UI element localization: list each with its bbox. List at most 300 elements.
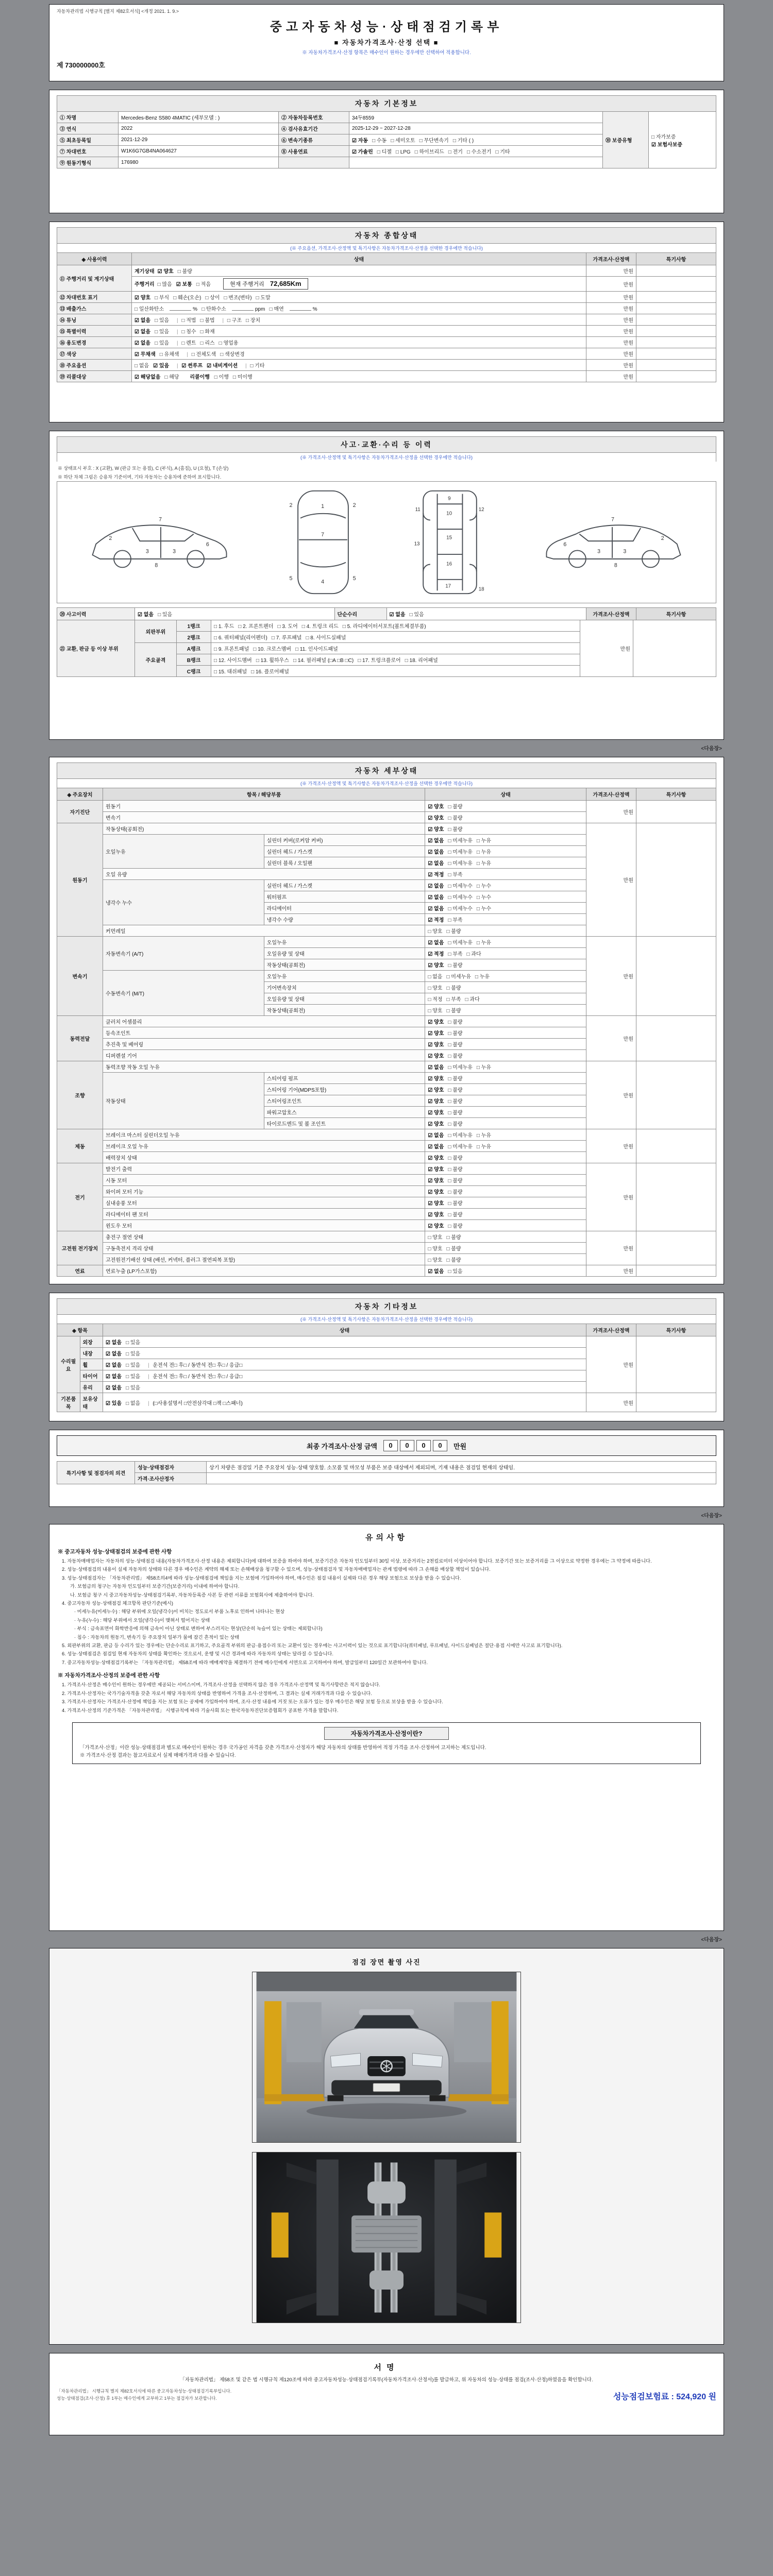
checked-box: ☑ 양호 bbox=[428, 816, 444, 821]
part-name: 오일누유 bbox=[264, 937, 425, 948]
unchecked-box: □ 불량 bbox=[448, 816, 463, 821]
device-label: 연료 bbox=[57, 1265, 103, 1277]
checked-box: ☑ 없음 bbox=[135, 329, 151, 335]
unchecked-box: □ 14. 필러패널 (□A □B □C) bbox=[293, 658, 354, 664]
part-state bbox=[425, 835, 586, 846]
unchecked-box: □ 불량 bbox=[448, 804, 463, 810]
unchecked-box: □ 있음 bbox=[126, 1374, 141, 1380]
svg-text:5: 5 bbox=[352, 575, 356, 582]
rank-label: 1랭크 bbox=[177, 620, 211, 632]
part-name: 변속기 bbox=[103, 812, 425, 823]
checked-box: ☑ 없음 bbox=[106, 1351, 122, 1357]
item-state bbox=[132, 292, 586, 303]
opinion-title: 특기사항 및 점검자의 의견 bbox=[57, 1462, 135, 1484]
unchecked-box: □ 불량 bbox=[448, 963, 463, 969]
panel-parts bbox=[211, 632, 580, 643]
unchecked-box: □ 전기 bbox=[448, 149, 463, 155]
part-state bbox=[425, 1175, 586, 1186]
checked-box: ☑ 없음 bbox=[106, 1363, 122, 1368]
checked-box: ☑ 양호 bbox=[428, 1190, 444, 1195]
unchecked-box: □ 부식 bbox=[155, 295, 170, 301]
unchecked-box: □ 누유 bbox=[476, 1133, 491, 1139]
item-state: ☑ 해당없음 □ 해당 리콜이행 □ 이행 □ 미이행 bbox=[132, 371, 586, 382]
part-name: 오일누유 bbox=[264, 971, 425, 982]
unchecked-box: □ LPG bbox=[395, 149, 411, 155]
part-state bbox=[425, 971, 586, 982]
section-signature bbox=[49, 2353, 724, 2435]
unchecked-box: □ 불량 bbox=[448, 1076, 463, 1082]
unchecked-box: □ 자가보증 bbox=[651, 134, 676, 140]
signature-statement: 「자동차관리법」 제58조 및 같은 법 시행규칙 제120조에 따라 중고자동차성능·상태점검기록부(자동차가격조사·산정서)를 발급하고, 위 자동차의 성능·상태를 점검(조사·산정)하였음을 확인합니다. bbox=[180, 2377, 593, 2383]
field-label: ⑨ 원동기형식 bbox=[57, 157, 119, 168]
price-cell: 만원 bbox=[580, 620, 633, 677]
price-survey-info-title: 자동차가격조사·산정이란? bbox=[324, 1727, 449, 1740]
svg-text:6: 6 bbox=[563, 541, 567, 548]
part-name: 스티어링 펌프 bbox=[264, 1073, 425, 1084]
price-survey-info-line: 「가격조사·산정」이란 성능·상태점검과 별도로 매수인이 원하는 경우 국가공인 자격을 갖춘 가격조사·산정자가 해당 자동차의 상태를 반영하여 적정 가격을 조사·산정하여 고지하는 제도입니다. bbox=[80, 1744, 486, 1751]
unchecked-box: □ 불법 bbox=[200, 318, 215, 324]
amount-digit: 0 bbox=[433, 1440, 447, 1451]
notice-item: · 미세누유(미세누수) : 해당 부위에 오일(냉각수)이 비치는 정도로서 부품 노후로 인하여 나타나는 현상 bbox=[74, 1609, 285, 1615]
unchecked-box: □ 많음 bbox=[157, 282, 172, 287]
next-page-marker: <다음장> bbox=[701, 1937, 722, 1943]
unchecked-box: □ 18. 리어패널 bbox=[405, 658, 438, 664]
section-basic-info bbox=[49, 90, 724, 213]
part-name: 작동상태(공회전) bbox=[103, 823, 425, 835]
part-state bbox=[425, 982, 586, 993]
checked-box: ☑ 양호 bbox=[428, 1110, 444, 1116]
svg-text:9: 9 bbox=[448, 496, 451, 502]
unchecked-box: □ 적음 bbox=[196, 282, 211, 287]
state-symbol-legend: ※ 상태표시 부호 : X (교환), W (판금 또는 용접), C (부식), A (흠집), U (요철), T (손상) bbox=[58, 466, 229, 471]
svg-text:17: 17 bbox=[445, 583, 451, 589]
unchecked-box: □ 훼손(오손) bbox=[173, 295, 201, 301]
final-price-bar bbox=[57, 1435, 716, 1456]
unchecked-box: □ 13. 휠하우스 bbox=[256, 658, 289, 664]
part-name: 추진축 및 베어링 bbox=[103, 1039, 425, 1050]
part-state bbox=[425, 1152, 586, 1163]
unchecked-box: □ 미세누유 bbox=[448, 1065, 473, 1071]
unchecked-box: □ 있음 bbox=[126, 1363, 141, 1368]
item-label: ⑫ 차대번호 표기 bbox=[57, 292, 132, 303]
etc-item-label: 휠 bbox=[80, 1359, 103, 1370]
checked-box: ☑ 없음 bbox=[428, 940, 444, 946]
car-frame-diagram bbox=[411, 487, 489, 598]
opinion-text bbox=[207, 1473, 716, 1484]
checked-box: ☑ 없음 bbox=[135, 341, 151, 346]
etc-item-label: 보유상태 bbox=[80, 1393, 103, 1412]
basic-info-title: 자동차 기본정보 bbox=[57, 95, 716, 111]
next-page-marker: <다음장> bbox=[701, 746, 722, 752]
etc-item-label: 내장 bbox=[80, 1348, 103, 1359]
checked-box: ☑ 자동 bbox=[352, 138, 368, 144]
unchecked-box: □ 불량 bbox=[446, 1258, 461, 1263]
field-value bbox=[349, 146, 603, 157]
inspector-opinion-table bbox=[57, 1461, 716, 1484]
remark-cell bbox=[636, 1393, 716, 1412]
remark-cell bbox=[636, 337, 716, 348]
opinion-who: 가격·조사산정자 bbox=[135, 1473, 207, 1484]
unchecked-box: □ 누유 bbox=[476, 838, 491, 844]
notice-heading: ※ 중고자동차 성능·상태점검의 보증에 관한 사항 bbox=[58, 1549, 172, 1555]
svg-text:5: 5 bbox=[289, 575, 293, 582]
svg-text:7: 7 bbox=[611, 516, 614, 522]
svg-text:7: 7 bbox=[321, 531, 324, 538]
checked-box: ☑ 양호 bbox=[428, 1042, 444, 1048]
checked-box: ☑ 없음 bbox=[428, 1065, 444, 1071]
checked-box: ☑ 보통 bbox=[176, 282, 192, 287]
field-value bbox=[349, 157, 603, 168]
part-name: 실린더 블록 / 오일팬 bbox=[264, 857, 425, 869]
part-name: 작동상태(공회전) bbox=[264, 1005, 425, 1016]
section-inspection-photos bbox=[49, 1948, 724, 2345]
checked-box: ☑ 없음 bbox=[389, 612, 406, 618]
unchecked-box: □ 미이행 bbox=[232, 375, 253, 380]
exchange-section-label: ㉑ 교환, 판금 등 이상 부위 bbox=[57, 620, 135, 677]
unchecked-box: □ 2. 프론트펜더 bbox=[238, 624, 274, 630]
field-value: 34두8559 bbox=[349, 112, 603, 123]
part-name: 냉각수 수량 bbox=[264, 914, 425, 925]
signature-footnote: 「자동차관리법」 시행규칙 별지 제82호서식에 따른 중고자동차성능·상태점검기록부입니다. bbox=[57, 2388, 232, 2394]
etc-item-state: ☑ 없음 □ 있음 | 운전석 전□ 후□ / 동반석 전□ 후□ / 응급□ bbox=[103, 1370, 586, 1382]
remark-cell bbox=[633, 620, 716, 677]
unchecked-box: □ 상이 bbox=[205, 295, 220, 301]
unchecked-box: □ 누유 bbox=[476, 1144, 491, 1150]
svg-text:15: 15 bbox=[446, 535, 452, 541]
price-cell: 만원 bbox=[586, 360, 636, 371]
inspection-photo-underbody bbox=[252, 2152, 521, 2323]
price-cell: 만원 bbox=[586, 265, 636, 277]
section-overall-condition bbox=[49, 222, 724, 422]
document-sheet bbox=[49, 0, 724, 2435]
remark-cell bbox=[636, 1265, 716, 1277]
exchange-panel-table bbox=[57, 620, 716, 677]
checked-box: ☑ 양호 bbox=[428, 1088, 444, 1093]
svg-text:3: 3 bbox=[146, 548, 149, 554]
unchecked-box: □ 1. 후드 bbox=[214, 624, 234, 630]
section-etc-info bbox=[49, 1293, 724, 1421]
etc-extra: 운전석 전□ 후□ / 동반석 전□ 후□ / 응급□ bbox=[153, 1374, 243, 1380]
checked-box: ☑ 없음 bbox=[428, 850, 444, 855]
part-state bbox=[425, 948, 586, 959]
unchecked-box: □ 리스 bbox=[200, 341, 215, 346]
notice-item: 3. 성능·상태점검자는 「자동차관리법」 제58조의4에 따라 성능·상태점검에 책임을 지는 보험에 가입하여야 하며, 매수인은 점검 내용이 실제와 다른 경우 해당 보험으로 보상을 받을 수 있습니다. bbox=[62, 1575, 461, 1581]
unchecked-box: □ 적정 bbox=[428, 997, 443, 1003]
notice-item: 3. 가격조사·산정자는 가격조사·산정에 책임을 지는 보험 또는 공제에 가입하여야 하며, 조사·산정 내용에 거짓 또는 오류가 있는 경우 매수인은 해당 보험 등으로 보상을 받을 수 있습니다. bbox=[62, 1699, 443, 1705]
unchecked-box: □ 11. 인사이드패널 bbox=[295, 647, 338, 652]
accident-title: 사고·교환·수리 등 이력 bbox=[57, 436, 716, 452]
unchecked-box: □ 기타 ( ) bbox=[452, 138, 474, 144]
svg-text:2: 2 bbox=[289, 502, 293, 509]
unchecked-box: □ 이행 bbox=[214, 375, 229, 380]
current-mileage: 현재 주행거리 72,685Km bbox=[223, 278, 308, 290]
unchecked-box: □ 화재 bbox=[200, 329, 215, 335]
item-state: ☑ 무채색 □ 유채색 | □ 전체도색 □ 색상변경 bbox=[132, 348, 586, 360]
unchecked-box: □ 불량 bbox=[446, 1246, 461, 1252]
item-label: ⑰ 색상 bbox=[57, 348, 132, 360]
overall-title: 자동차 종합상태 bbox=[57, 227, 716, 243]
part-name: 브레이크 오일 누유 bbox=[103, 1141, 425, 1152]
unchecked-box: □ 불량 bbox=[446, 1235, 461, 1241]
car-body-diagrams bbox=[57, 481, 716, 603]
signature-title: 서명 bbox=[374, 2363, 399, 2372]
unchecked-box: □ 탄화수소 bbox=[201, 307, 226, 312]
notice-item: 2. 성능·상태점검의 내용이 실제 자동차의 상태와 다른 경우 매수인은 계약의 해제 또는 손해배상을 청구할 수 있으며, 성능·상태점검자 및 자동차매매업자는 관계 법령에 따라 그 손해를 배상할 책임이 있습니다. bbox=[62, 1567, 491, 1572]
unchecked-box: □ 무단변속기 bbox=[419, 138, 449, 144]
item-label: ⑱ 주요옵션 bbox=[57, 360, 132, 371]
notice-item: 5. 외판부위의 교환, 판금 등 수리가 있는 경우에는 단순수리로 표기하고, 주요골격 부위의 판금·용접수리 또는 교환이 있는 경우에는 사고이력이 있는 것으로 표기합니다(쿼터패널, 루프패널, 사이드실패널은 절단·용접 시에만 사고로 표기합니다). bbox=[62, 1643, 563, 1649]
accident-history-table: ⑳ 사고이력 ☑ 없음 □ 있음 단순수리 ☑ 없음 □ 있음 가격조사·산정액 특기사항 bbox=[57, 607, 716, 620]
field-label: ⑦ 차대번호 bbox=[57, 146, 119, 157]
remark-cell bbox=[636, 1336, 716, 1393]
part-state bbox=[425, 1118, 586, 1129]
unchecked-box: □ 불량 bbox=[448, 1031, 463, 1037]
device-label: 조향 bbox=[57, 1061, 103, 1129]
part-state bbox=[425, 993, 586, 1005]
part-name: 실린더 헤드 / 가스켓 bbox=[264, 846, 425, 857]
checked-box: ☑ 있음 bbox=[106, 1400, 122, 1406]
part-state bbox=[425, 1163, 586, 1175]
checked-box: ☑ 내비게이션 bbox=[207, 363, 238, 369]
section-detail-condition bbox=[49, 757, 724, 1284]
unchecked-box: □ 디젤 bbox=[377, 149, 392, 155]
etc-item-label: 타이어 bbox=[80, 1370, 103, 1382]
etc-item-label: 유리 bbox=[80, 1382, 103, 1393]
remark-cell bbox=[636, 314, 716, 326]
unchecked-box: □ 없음 bbox=[428, 974, 443, 980]
etc-info-table: ◈ 항목 상태 가격조사·산정액 특기사항 수리필요 외장 ☑ 없음 □ 있음 만원 내장 ☑ 없음 □ 있음 휠 ☑ 없음 □ 있음 | 운전석 전□ 후□ / 동반석 전□ 후□ / 응급□ 타이어 ☑ 없음 □ 있음 | 운전석 전□ 후□ / 동반석 전□ 후□ / 응급□ 유리 ☑ 없음 □ 있음 기본품목 보유상태 ☑ 있음 □ 없음 | (□사용설명서 □안전삼각대 □잭 □스패너) 만원 bbox=[57, 1324, 716, 1412]
part-state bbox=[425, 1129, 586, 1141]
unchecked-box: □ 변조(변타) bbox=[224, 295, 252, 301]
unchecked-box: □ 하이브리드 bbox=[414, 149, 444, 155]
unchecked-box: □ 6. 쿼터패널(리어펜더) bbox=[214, 635, 267, 641]
outer-panel-label: 외판부위 bbox=[135, 620, 177, 643]
device-label: 전기 bbox=[57, 1163, 103, 1231]
notice-item: 7. 중고자동차성능·상태점검기록부는 「자동차관리법」 제58조에 따라 매매계약을 체결하기 전에 매수인에게 서면으로 고지하여야 하며, 발급일부터 120일간 보관하여야 합니다. bbox=[62, 1659, 428, 1665]
unchecked-box: □ 미세누유 bbox=[448, 940, 473, 946]
etc-group-label: 기본품목 bbox=[57, 1393, 80, 1412]
accident-history-state bbox=[135, 608, 335, 620]
part-state bbox=[425, 1265, 586, 1277]
checked-box: ☑ 적정 bbox=[428, 952, 444, 957]
part-state bbox=[425, 1107, 586, 1118]
etc-extra: 운전석 전□ 후□ / 동반석 전□ 후□ / 응급□ bbox=[153, 1363, 243, 1368]
checked-box: ☑ 양호 bbox=[428, 1224, 444, 1229]
part-name: 작동상태(공회전) bbox=[264, 959, 425, 971]
unchecked-box: □ 누수 bbox=[476, 884, 491, 889]
unchecked-box: □ 있음 bbox=[126, 1351, 141, 1357]
field-value: 2021-12-29 bbox=[119, 134, 279, 146]
etc-group-label: 수리필요 bbox=[57, 1336, 80, 1393]
unchecked-box: □ 렌트 bbox=[181, 341, 196, 346]
remark-cell bbox=[636, 360, 716, 371]
panel-parts bbox=[211, 666, 580, 677]
panel-parts bbox=[211, 620, 580, 632]
price-cell: 만원 bbox=[586, 1129, 636, 1163]
part-name: 구동축전지 격리 상태 bbox=[103, 1243, 425, 1254]
etc-item-state bbox=[103, 1382, 586, 1393]
svg-text:2: 2 bbox=[661, 535, 664, 541]
unchecked-box: □ 불량 bbox=[448, 1110, 463, 1116]
svg-text:6: 6 bbox=[206, 541, 210, 548]
field-value: Mercedes-Benz S580 4MATIC (세부모델 : ) bbox=[119, 112, 279, 123]
item-state: 주행거리 □ 많음 ☑ 보통 □ 적음 현재 주행거리 72,685Km bbox=[132, 277, 586, 292]
subgroup-label: 오일누유 bbox=[103, 835, 264, 869]
price-cell: 만원 bbox=[586, 303, 636, 314]
unchecked-box: □ 침수 bbox=[181, 329, 196, 335]
price-cell: 만원 bbox=[586, 1231, 636, 1265]
checked-box: ☑ 양호 bbox=[428, 963, 444, 969]
price-cell: 만원 bbox=[586, 348, 636, 360]
notice-item: 6. 성능·상태점검은 점검일 현재 자동차의 상태를 확인하는 것으로서, 운행 및 시간 경과에 따라 자동차의 상태는 달라질 수 있습니다. bbox=[62, 1651, 333, 1657]
warranty-type-label: ⑩ 보증유형 bbox=[603, 112, 649, 168]
item-state: □ 없음 ☑ 있음 | ☑ 썬루프 ☑ 내비게이션 | □ 기타 bbox=[132, 360, 586, 371]
checked-box: ☑ 없음 bbox=[428, 895, 444, 901]
overall-note: (※ 주요옵션, 가격조사·산정액 및 특기사항은 자동차가격조사·산정을 선택한 경우에만 적습니다) bbox=[57, 243, 716, 252]
etc-item-state: ☑ 없음 □ 있음 | 운전석 전□ 후□ / 동반석 전□ 후□ / 응급□ bbox=[103, 1359, 586, 1370]
detail-condition-table: ◈ 주요장치 항목 / 해당부품 상태 가격조사·산정액 특기사항 자기진단 원동기 ☑ 양호 □ 불량 만원 변속기 ☑ 양호 □ 불량 원동기 작동상태(공회전) ☑ 양호 □ 불량 만원 오일누유 실린더 커버(로커암 커버) ☑ 없음 □ 미세누유 □ 누유 실린더 헤드 / 가스켓 ☑ 없음 □ 미세누유 □ 누유 실린더 블록 / 오일팬 ☑ 없음 □ 미세누유 □ 누유 오일 유량 ☑ 적정 □ 부족 냉각수 누수 실린더 헤드 / 가스켓 ☑ 없음 □ 미세누수 □ 누수 워터펌프 ☑ 없음 □ 미세누수 □ 누수 라디에이터 ☑ 없음 □ 미세누수 □ 누수 냉각수 수량 ☑ 적정 □ 부족 커먼레일 □ 양호 □ 불량 변속기 자동변속기 (A/T) 오일누유 ☑ 없음 □ 미세누유 □ 누유 만원 오일유량 및 상태 ☑ 적정 □ 부족 □ 과다 작동상태(공회전) ☑ 양호 □ 불량 수동변속기 (M/T) 오일누유 □ 없음 □ 미세누유 □ 누유 기어변속장치 □ 양호 □ 불량 오일유량 및 상태 □ 적정 □ 부족 □ 과다 작동상태(공회전) □ 양호 □ 불량 동력전달 클러치 어셈블리 ☑ 양호 □ 불량 만원 등속조인트 ☑ 양호 □ 불량 추진축 및 베어링 ☑ 양호 □ 불량 디퍼렌셜 기어 ☑ 양호 □ 불량 조향 동력조향 작동 오일 누유 ☑ 없음 □ 미세누유 □ 누유 만원 작동상태 스티어링 펌프 ☑ 양호 □ 불량 스티어링 기어(MDPS포함) ☑ 양호 □ 불량 스티어링조인트 ☑ 양호 □ 불량 파워고압호스 ☑ 양호 □ 불량 타이로드엔드 및 볼 조인트 ☑ 양호 □ 불량 제동 브레이크 마스터 실린더오일 누유 ☑ 없음 □ 미세누유 □ 누유 만원 브레이크 오일 누유 ☑ 없음 □ 미세누유 □ 누유 배력장치 상태 ☑ 양호 □ 불량 전기 발전기 출력 ☑ 양호 □ 불량 만원 시동 모터 ☑ 양호 □ 불량 와이퍼 모터 기능 ☑ 양호 □ 불량 실내송풍 모터 ☑ 양호 □ 불량 라디에이터 팬 모터 ☑ 양호 □ 불량 윈도우 모터 ☑ 양호 □ 불량 고전원 전기장치 충전구 절연 상태 □ 양호 □ 불량 만원 구동축전지 격리 상태 □ 양호 □ 불량 고전원전기배선 상태 (배선, 커넥터, 플러그 절연피복 포함) □ 양호 □ 불량 연료 연료누출 (LP가스포함) ☑ 없음 □ 있음 만원 bbox=[57, 788, 716, 1277]
unchecked-box: □ 있음 bbox=[126, 1385, 141, 1391]
checked-box: ☑ 적정 bbox=[428, 918, 444, 923]
device-label: 자기진단 bbox=[57, 801, 103, 823]
remark-cell bbox=[636, 265, 716, 277]
part-state bbox=[425, 1050, 586, 1061]
unchecked-box: □ 미세누유 bbox=[448, 861, 473, 867]
unchecked-box: □ 4. 트렁크 리드 bbox=[301, 624, 339, 630]
checked-box: ☑ 없음 bbox=[106, 1385, 122, 1391]
checked-box: ☑ 없음 bbox=[428, 906, 444, 912]
amount-digit: 0 bbox=[383, 1440, 398, 1451]
part-state bbox=[425, 1061, 586, 1073]
etc-title: 자동차 기타정보 bbox=[57, 1298, 716, 1314]
inspection-photo-front bbox=[252, 1972, 521, 2143]
unchecked-box: □ 불량 bbox=[448, 1054, 463, 1059]
price-cell: 만원 bbox=[586, 823, 636, 937]
subgroup-label: 수동변속기 (M/T) bbox=[103, 971, 264, 1016]
part-name: 스티어링 기어(MDPS포함) bbox=[264, 1084, 425, 1095]
svg-text:8: 8 bbox=[155, 562, 158, 568]
unchecked-box: □ 미세누유 bbox=[448, 838, 473, 844]
checked-box: ☑ 없음 bbox=[428, 838, 444, 844]
price-cell: 만원 bbox=[586, 1016, 636, 1061]
price-survey-info-box bbox=[72, 1722, 701, 1764]
section-final-price bbox=[49, 1430, 724, 1507]
unchecked-box: □ 불량 bbox=[448, 1212, 463, 1218]
checked-box: ☑ 양호 bbox=[157, 269, 174, 275]
remark-cell bbox=[636, 303, 716, 314]
unchecked-box: □ 미세누수 bbox=[448, 906, 473, 912]
part-state bbox=[425, 1084, 586, 1095]
part-name: 오일유량 및 상태 bbox=[264, 993, 425, 1005]
part-name: 오일 유량 bbox=[103, 869, 425, 880]
opinion-text: 상기 차량은 점검일 기준 주요장치 성능·상태 양호함. 소모품 및 마모성 부품은 보증 대상에서 제외되며, 기재 내용은 점검일 현재의 상태임. bbox=[207, 1462, 716, 1473]
photos-title: 점검 장면 촬영 사진 bbox=[352, 1958, 421, 1966]
device-label: 고전원 전기장치 bbox=[57, 1231, 103, 1265]
checked-box: ☑ 양호 bbox=[428, 1156, 444, 1161]
price-cell: 만원 bbox=[586, 326, 636, 337]
unchecked-box: □ 도말 bbox=[256, 295, 271, 301]
main-frame-label: 주요골격 bbox=[135, 643, 177, 677]
unchecked-box: □ 있음 bbox=[155, 329, 170, 335]
part-state bbox=[425, 1197, 586, 1209]
unchecked-box: □ 기타 bbox=[495, 149, 510, 155]
unchecked-box: □ 미세누유 bbox=[446, 974, 471, 980]
part-state bbox=[425, 1141, 586, 1152]
final-price-label: 최종 가격조사·산정 금액 bbox=[306, 1442, 377, 1450]
simple-repair-state bbox=[386, 608, 586, 620]
unchecked-box: □ 누유 bbox=[476, 940, 491, 946]
unchecked-box: □ 불량 bbox=[448, 827, 463, 833]
part-state bbox=[425, 891, 586, 903]
part-state bbox=[425, 1073, 586, 1084]
checked-box: ☑ 양호 bbox=[428, 1076, 444, 1082]
unchecked-box: □ 불량 bbox=[448, 1178, 463, 1184]
warranty-type-value bbox=[649, 112, 716, 168]
remark-cell bbox=[636, 823, 716, 937]
etc-item-label: 외장 bbox=[80, 1336, 103, 1348]
notice-item: · 부식 : 금속표면이 화학반응에 의해 금속이 아닌 상태로 변하여 부스러지는 현상(단순히 녹슬어 있는 상태는 제외합니다) bbox=[74, 1626, 323, 1632]
notice-item: 4. 가격조사·산정의 기준가격은 「자동차관리법」 시행규칙에 따라 기술사회 또는 한국자동차진단보증협회가 공표한 가격을 말합니다. bbox=[62, 1707, 339, 1713]
item-state: ☑ 없음 □ 있음 | □ 적법 □ 불법 | □ 구조 □ 장치 bbox=[132, 314, 586, 326]
checked-box: ☑ 양호 bbox=[428, 1031, 444, 1037]
unchecked-box: □ 없음 bbox=[126, 1400, 141, 1406]
checked-box: ☑ 양호 bbox=[428, 1178, 444, 1184]
part-name: 커먼레일 bbox=[103, 925, 425, 937]
notice-item: 나. 보험금 청구 시 중고자동차성능·상태점검기록부, 자동차등록증 사본 등 관련 서류를 보험회사에 제출하여야 합니다. bbox=[70, 1592, 314, 1598]
unchecked-box: □ 수소전기 bbox=[466, 149, 492, 155]
field-label: ⑧ 사용연료 bbox=[279, 146, 349, 157]
remark-cell bbox=[636, 371, 716, 382]
unchecked-box: □ 3. 도어 bbox=[277, 624, 298, 630]
notice-item: · 침수 : 자동차의 원동기, 변속기 등 주요장치 일부가 물에 잠긴 흔적이 있는 상태 bbox=[74, 1634, 240, 1640]
item-state: ☑ 없음 □ 있음 | □ 렌트 □ 리스 □ 영업용 bbox=[132, 337, 586, 348]
field-label: ① 차명 bbox=[57, 112, 119, 123]
part-name: 고전원전기배선 상태 (배선, 커넥터, 플러그 절연피복 포함) bbox=[103, 1254, 425, 1265]
section-notice bbox=[49, 1524, 724, 1931]
unchecked-box: □ 10. 크로스멤버 bbox=[253, 647, 292, 652]
signature-footnote: 성능·상태점검(조사·산정) 후 1부는 매수인에게 교부하고 1부는 점검자가 보관합니다. bbox=[57, 2395, 217, 2401]
car-side-left-diagram bbox=[85, 504, 234, 581]
price-cell: 만원 bbox=[586, 1265, 636, 1277]
part-state bbox=[425, 1209, 586, 1220]
unchecked-box: □ 장치 bbox=[245, 318, 261, 324]
unchecked-box: □ 누유 bbox=[475, 974, 490, 980]
svg-text:2: 2 bbox=[109, 535, 112, 541]
accident-note: (※ 가격조사·산정액 및 특기사항은 자동차가격조사·산정을 선택한 경우에만 적습니다) bbox=[57, 452, 716, 462]
simple-repair-label: 단순수리 bbox=[334, 608, 386, 620]
svg-text:18: 18 bbox=[478, 586, 484, 592]
svg-text:13: 13 bbox=[414, 541, 420, 547]
document-number: 제 730000000호 bbox=[57, 61, 105, 69]
unchecked-box: □ 과다 bbox=[465, 997, 480, 1003]
checked-box: ☑ 적정 bbox=[428, 872, 444, 878]
unchecked-box: □ 미세누수 bbox=[448, 895, 473, 901]
amount-digit: 0 bbox=[416, 1440, 431, 1451]
remark-cell bbox=[636, 1163, 716, 1231]
item-state: 계기상태 ☑ 양호 □ 불량 bbox=[132, 265, 586, 277]
field-label: ② 자동차등록번호 bbox=[279, 112, 349, 123]
part-name: 윈도우 모터 bbox=[103, 1220, 425, 1231]
field-value: W1K6G7GB4NA064627 bbox=[119, 146, 279, 157]
unchecked-box: □ 전체도색 bbox=[191, 352, 216, 358]
item-label: ⑭ 튜닝 bbox=[57, 314, 132, 326]
part-name: 브레이크 마스터 실린더오일 누유 bbox=[103, 1129, 425, 1141]
unchecked-box: □ 미세누유 bbox=[448, 850, 473, 855]
notice-item: 2. 가격조사·산정자는 국가기술자격을 갖춘 자로서 해당 자동차의 상태를 반영하여 가격을 조사·산정하며, 그 결과는 실제 거래가격과 다를 수 있습니다. bbox=[62, 1690, 372, 1696]
checked-box: ☑ 썬루프 bbox=[181, 363, 203, 369]
subgroup-label: 작동상태 bbox=[103, 1073, 264, 1129]
unchecked-box: □ 색상변경 bbox=[220, 352, 245, 358]
